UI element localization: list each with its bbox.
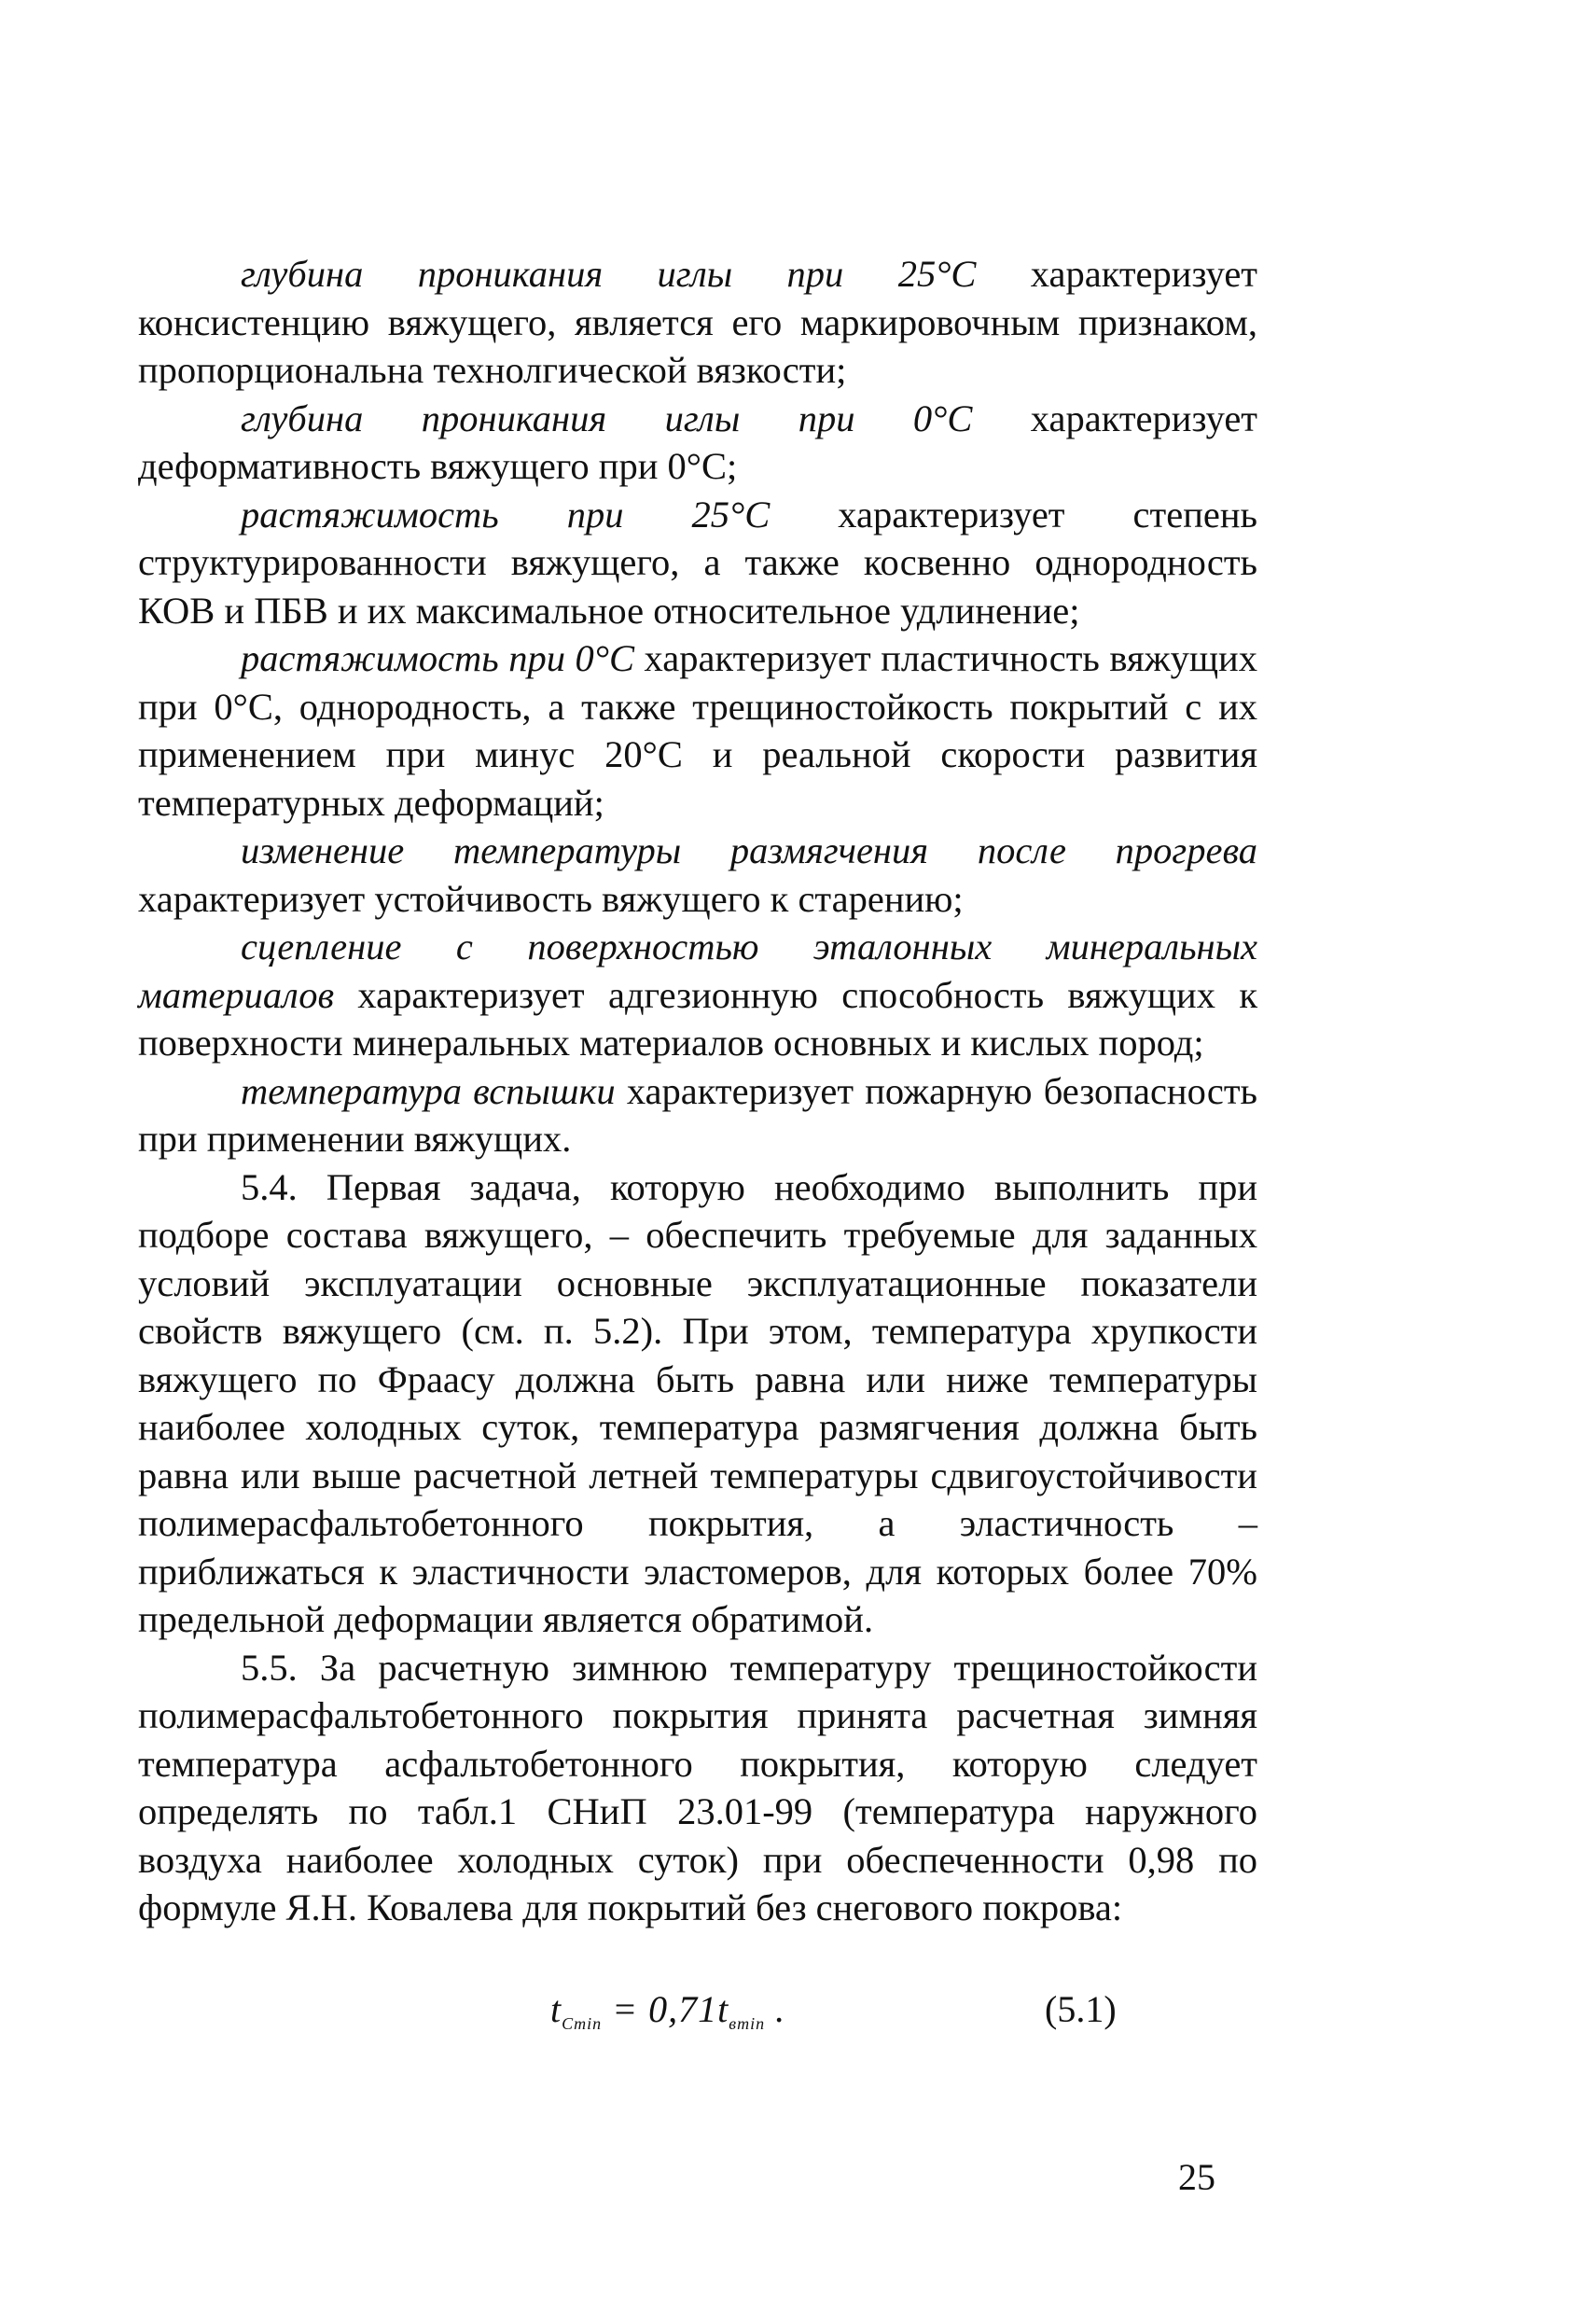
term-ductility-0: растяжимость при 0°С (241, 637, 634, 679)
text-penetration-0: характеризует деформативность вяжущего при 0°С; (138, 397, 1257, 487)
paragraph-adhesion (138, 923, 1257, 1067)
text-ductility-0: характеризует пластичность вяжущих при 0°С, однородность, а также трещиностойкость покрытий с их применением при минус 20°С и реальной скорости развития температурных деформаций; (138, 637, 1257, 824)
text-penetration-25: характеризует консистенцию вяжущего, является его маркировочным признаком, пропорциональна технолгической вязкости; (138, 253, 1257, 391)
formula-lhs-sub: Cmin (562, 2014, 603, 2033)
paragraph-penetration-0 (138, 395, 1257, 491)
formula-5-1 (550, 1987, 1147, 2053)
term-penetration-25: глубина проникания иглы при 25°С (241, 253, 977, 295)
text-section-5-5: 5.5. За расчетную зимнюю температуру трещиностойкости полимерасфальтобетонного покрытия принята расчетная зимняя температура асфальтобетонного покрытия, которую следует определять по табл.1 СНиП 23.01-99 (температура наружного воздуха наиболее холодных суток) при обеспеченности 0,98 по формуле Я.Н. Ковалева для покрытий без снегового покрова: (138, 1646, 1257, 1928)
formula-rhs: = 0,71t (602, 1988, 729, 2030)
page-number: 25 (1178, 2156, 1215, 2198)
term-adhesion: сцепление с поверхностью эталонных минеральных материалов (138, 925, 1257, 1016)
paragraph-ductility-0 (138, 634, 1257, 827)
text-ductility-25: характеризует степень структурированности вяжущего, а также косвенно однородность КОВ и ПБВ и их максимальное относительное удлинение; (138, 493, 1257, 632)
formula-expression (550, 1987, 785, 2034)
paragraph-penetration-25 (138, 250, 1257, 395)
formula-lhs-var: t (550, 1988, 562, 2030)
formula-tail: . (765, 1988, 786, 2030)
term-ductility-25: растяжимость при 25°С (241, 493, 771, 536)
paragraph-softening-change (138, 827, 1257, 923)
text-adhesion: характеризует адгезионную способность вяжущих к поверхности минеральных материалов основных и кислых пород; (138, 973, 1257, 1064)
body-text (138, 250, 1257, 1932)
paragraph-flash-point (138, 1067, 1257, 1163)
text-flash-point: характеризует пожарную безопасность при применении вяжущих. (138, 1069, 1257, 1160)
paragraph-ductility-25 (138, 491, 1257, 635)
term-softening-change: изменение температуры размягчения после прогрева (241, 829, 1257, 871)
formula-rhs-sub: вmin (729, 2014, 766, 2033)
formula-number: (5.1) (1045, 1988, 1117, 2030)
term-flash-point: температура вспышки (241, 1069, 616, 1112)
paragraph-section-5-5 (138, 1644, 1257, 1932)
text-softening-change: характеризует устойчивость вяжущего к старению; (138, 877, 964, 920)
term-penetration-0: глубина проникания иглы при 0°С (241, 397, 973, 439)
text-section-5-4: 5.4. Первая задача, которую необходимо выполнить при подборе состава вяжущего, – обеспечить требуемые для заданных условий эксплуатации основные эксплуатационные показатели свойств вяжущего (см. п. 5.2). При этом, температура хрупкости вяжущего по Фраасу должна быть равна или ниже температуры наиболее холодных суток, температура размягчения должна быть равна или выше расчетной летней температуры сдвигоустойчивости полимерасфальтобетонного покрытия, а эластичность – приближаться к эластичности эластомеров, для которых более 70% предельной деформации является обратимой. (138, 1165, 1257, 1640)
paragraph-section-5-4 (138, 1163, 1257, 1644)
